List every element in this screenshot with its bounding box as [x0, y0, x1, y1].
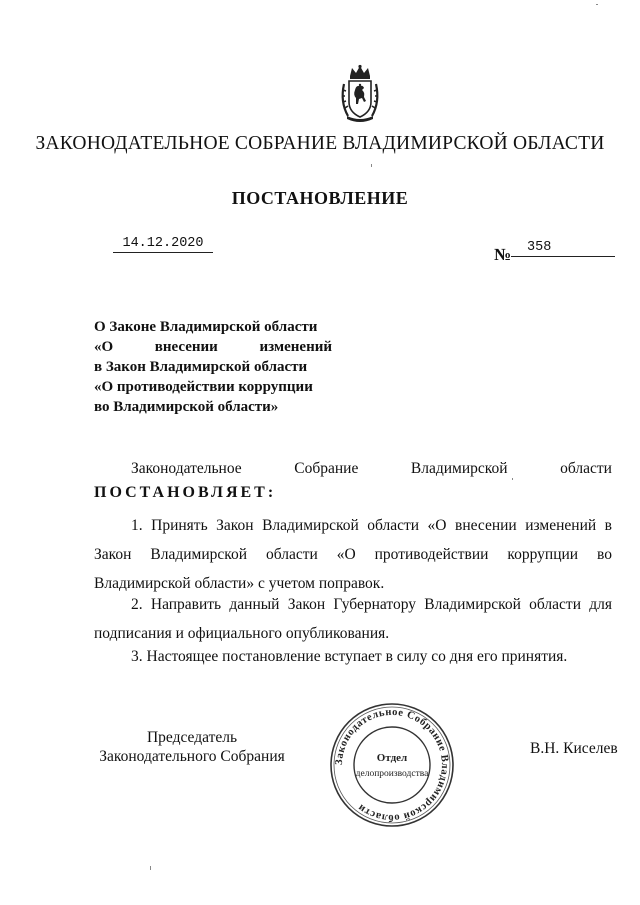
- signatory-name: В.Н. Киселев: [530, 740, 618, 757]
- coat-of-arms-icon: [338, 64, 382, 124]
- svg-text:Законодательное Собрание Влади: [334, 707, 450, 823]
- stamp-inner-text: делопроизводства: [355, 769, 429, 779]
- document-number: 358: [527, 240, 552, 255]
- signatory-title: Председатель Законодательного Собрания: [99, 729, 285, 765]
- stamp-inner-text: Отдел: [376, 752, 408, 764]
- paragraph-1: 1. Принять Закон Владимирской области «О внесении изменений в Закон Владимирской области «О противодействии коррупции во Владимирской области» с учетом поправок.: [94, 517, 612, 592]
- document-type-heading: ПОСТАНОВЛЕНИЕ: [231, 188, 409, 208]
- subject-line: «О внесении изменений: [94, 339, 332, 355]
- scan-speck: [512, 478, 513, 480]
- number-sign: №: [494, 245, 512, 264]
- paragraph-2: 2. Направить данный Закон Губернатору Владимирской области для подписания и официального опубликования.: [94, 596, 612, 642]
- official-stamp: [328, 701, 456, 829]
- stamp-outer-text: Законодательное Собрание Владимирской области: [333, 706, 451, 824]
- scan-speck: [150, 866, 151, 870]
- scan-speck: [371, 164, 372, 167]
- preamble: Законодательное Собрание Владимирской области: [131, 460, 612, 477]
- document-number-field: [511, 240, 615, 257]
- document-subject: [94, 317, 332, 417]
- paragraph-3: 3. Настоящее постановление вступает в силу со дня его принятия.: [131, 648, 568, 665]
- organization-title: ЗАКОНОДАТЕЛЬНОЕ СОБРАНИЕ ВЛАДИМИРСКОЙ ОБЛАСТИ: [35, 133, 605, 154]
- subject-line: во Владимирской области»: [94, 399, 279, 415]
- subject-line: О Законе Владимирской области: [94, 319, 318, 335]
- decides-heading: ПОСТАНОВЛЯЕТ:: [94, 484, 277, 501]
- subject-line: «О противодействии коррупции: [94, 379, 313, 395]
- subject-line: в Закон Владимирской области: [94, 359, 308, 375]
- document-date: 14.12.2020: [113, 236, 213, 253]
- scan-speck: [596, 4, 598, 5]
